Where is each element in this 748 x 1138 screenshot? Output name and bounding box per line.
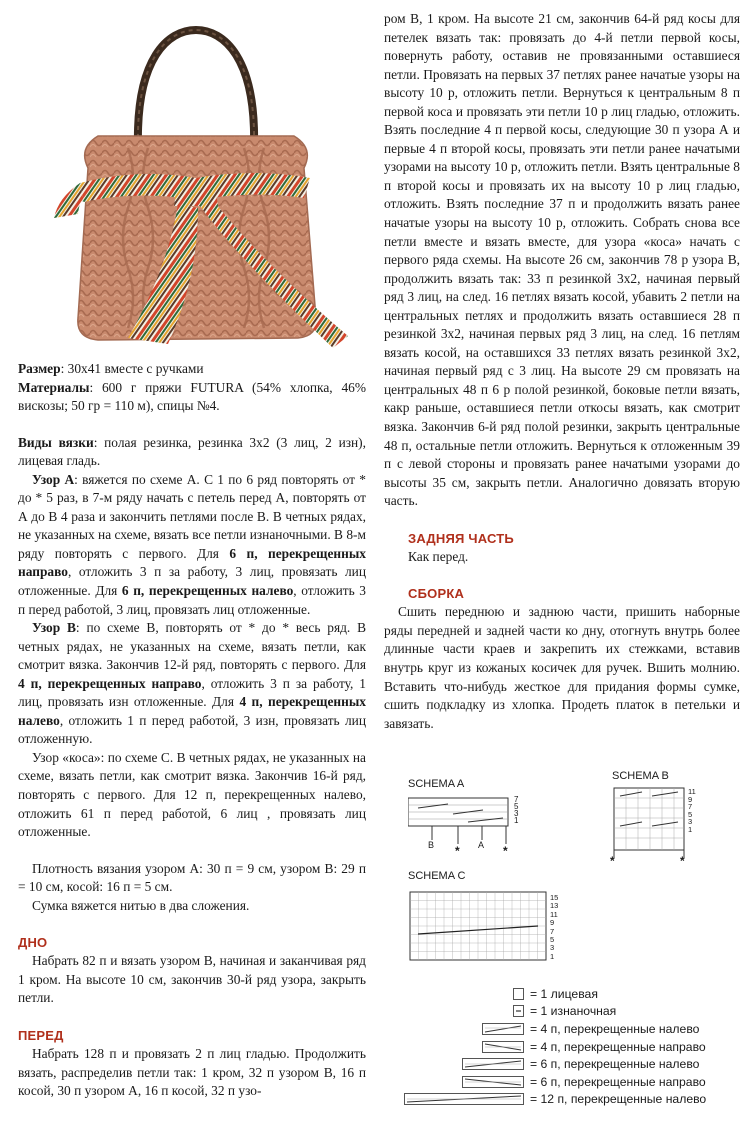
uzor-a-paragraph: Узор А: вяжется по схеме А. С 1 по 6 ряд повторять от * до * 5 раз, в 7-м ряду начать с петель перед А, повторять от А до В 4 раза и закончить петлями после В. В четных рядах, не указанных на схеме, вязать все петли изнаночными. В 8-м ряду повторять с первого. Для 6 п, перекрещенных направо, отложить 3 п за работу, 3 лиц, провязать лиц отложенные. Для 6 п, перекрещенных налево, отложить 3 п перед работой, 3 лиц, провязать лиц отложенные. (18, 471, 367, 617)
schema-b-rows: 11 9 7 5 3 1 (688, 787, 696, 834)
sborka-paragraph: Сшить переднюю и заднюю части, пришить наборные ряды передней и задней части ко дну, отогнуть внутрь более длинные части краев и закрепить их стежками, вставив внутрь круг из кожаных косичек для ручек. Вшить молнию. Вставить что-нибудь жесткое для придания формы сумке, сшить подкладку из хлопка. Продеть платок в петельки и завязать. (384, 604, 740, 731)
dno-heading: ДНО (18, 935, 48, 951)
schema-a-mark-star1: * (455, 844, 460, 858)
pered-continued: ром В, 1 кром. На высоте 21 см, закончив 64-й ряд косы для петелек вязать так: провязать до 4-й петли первой косы, повернуть работу, оставив не провязанными оставшиеся петли. Провязать на первых 37 петлях ранее начатые узоры на высоту 10 р, отложить петли. Вернуться к центральным 8 п первой коса и провязать эти петли 10 р лиц гладью, отложить. Взять последние 4 п первой косы, следующие 30 п узора А и первые 4 п второй косы, провязать эти петли ранее начатыми узорами на высоту 10 р, отложить петли. Взять центральные 8 п второй косы и провязать их на высоту 10 р лиц гладью, отложить. Взять последние 37 п и продолжить вязать ранее начатые узоры на высоту 10 р, отложить. Собрать снова все петли вместе и вязать вместе, для узора «коса» начать с первого ряда схемы. На высоте 26 см, закончив 78 р узора В, продолжить вязать так: 33 п резинкой 3х2, начиная первый ряд 3 лиц, на след. 16 петлях вязать косой, убавить 2 петли на центральных петлях и продолжить вязать оставшиеся 28 п резинкой 3х2, начиная первых ряд 3 лиц, на след. 16 петлям вязать косой, на оставшихся 33 петлях вязать резинкой 3х2, начиная первый ряд с 3 лиц. На высоте 29 см провязать на центральных 48 п 6 р полой резинкой, боковые петли вязать, какр раньше, оставшиеся петли откосы вязать, как смотрит вязка. Закончив 6-й ряд полой резинки, закрыть центральные 48 п, остальные петли отложить. Вернуться к отложенным 39 п с левой стороны и провязать ранее начатыми узорами до высоты 35 см, закрыть петли. Аналогично довязать вторую часть. (384, 11, 740, 509)
schema-c (408, 870, 568, 966)
zad-paragraph: Как перед. (408, 548, 469, 564)
knit-symbol (513, 988, 524, 1000)
pered-paragraph: Набрать 128 п и провязать 2 п лиц гладью. Продолжить вязать, распределив петли так: 1 кром, 32 п узором В, 16 п косой, 30 п узором А, 16 п косой, 32 п узо- (18, 1045, 366, 1099)
right-column (384, 10, 740, 733)
sborka-heading: СБОРКА (408, 586, 465, 602)
schema-b-mark-star2: * (680, 854, 685, 868)
uzor-b-paragraph: Узор В: по схеме В, повторять от * до * весь ряд. В четных рядах, не указанных на схеме, вязать петли, как смотрит вязка. Закончив 12-й ряд, повторять с первого. Для 4 п, перекрещенных направо, отложить 3 п за работу, 1 лиц, провязать изн отложенные. Для 4 п, перекрещенных налево, отложить 1 п перед работой, 3 изн, провязать лиц отложенную. (18, 620, 367, 747)
legend-row: = 6 п, перекрещенные налево (398, 1055, 738, 1073)
size-line: Размер: 30х41 вместе с ручками (18, 361, 204, 376)
yarn-note: Сумка вяжется нитью в два сложения. (32, 897, 250, 913)
schema-b (610, 770, 712, 868)
schema-c-rows: 15 13 11 9 7 5 3 1 (550, 893, 559, 961)
schema-a-mark-star2: * (503, 844, 508, 858)
cross-6-right-symbol (462, 1076, 524, 1088)
schema-a (408, 778, 528, 858)
schema-c-grid (408, 886, 558, 966)
purl-symbol (513, 1005, 524, 1017)
legend-row: = 6 п, перекрещенные направо (398, 1073, 738, 1091)
pered-heading: ПЕРЕД (18, 1027, 64, 1043)
types-paragraph: Виды вязки: полая резинка, резинка 3х2 (3 лиц, 2 изн), лицевая гладь. (18, 434, 366, 469)
schema-a-mark-b: B (428, 840, 435, 850)
schema-b-title: SCHEMA B (612, 770, 669, 782)
legend-row: = 12 п, перекрещенные налево (398, 1091, 738, 1109)
schema-c-title: SCHEMA C (408, 870, 466, 882)
materials-line: Материалы: 600 г пряжи FUTURA (54% хлопка, 46% вискозы; 50 гр = 110 м), спицы №4. (18, 379, 366, 414)
schema-b-mark-star1: * (610, 854, 615, 868)
legend-row: = 1 изнаночная (398, 1003, 738, 1021)
schema-a-grid (408, 792, 528, 862)
zad-heading: ЗАДНЯЯ ЧАСТЬ (408, 530, 514, 546)
schema-a-mark-a: A (478, 840, 485, 850)
cross-4-right-symbol (482, 1041, 524, 1053)
uzor-c-paragraph: Узор «коса»: по схеме С. В четных рядах, не указанных на схеме, вязать петли, как смотрит вязка. Закончив 16-й ряд, повторять с первого. Для 12 п, перекрещенных налево, отложить 61 п перед работой, 6 лиц , провязать лиц отложенные. (18, 749, 366, 840)
bag-photo (18, 18, 366, 358)
legend-row: = 1 лицевая (398, 985, 738, 1003)
schema-a-title: SCHEMA A (408, 778, 465, 790)
legend-row: = 4 п, перекрещенные налево (398, 1020, 738, 1038)
density-paragraph: Плотность вязания узором А: 30 п = 9 см, узором В: 29 п = 10 см, косой: 16 п = 5 см. (18, 860, 366, 895)
cross-12-left-symbol (404, 1093, 524, 1105)
cross-6-left-symbol (462, 1058, 524, 1070)
dno-paragraph: Набрать 82 п и вязать узором В, начиная и заканчивая ряд 1 кром. На высоте 10 см, закончив 30-й ряд узора, закрыть петли. (18, 953, 366, 1006)
left-column (18, 360, 366, 1101)
cross-4-left-symbol (482, 1023, 524, 1035)
symbol-legend (398, 985, 738, 1108)
legend-row: = 4 п, перекрещенные направо (398, 1038, 738, 1056)
schema-a-rows: 7 5 3 1 (514, 795, 519, 825)
